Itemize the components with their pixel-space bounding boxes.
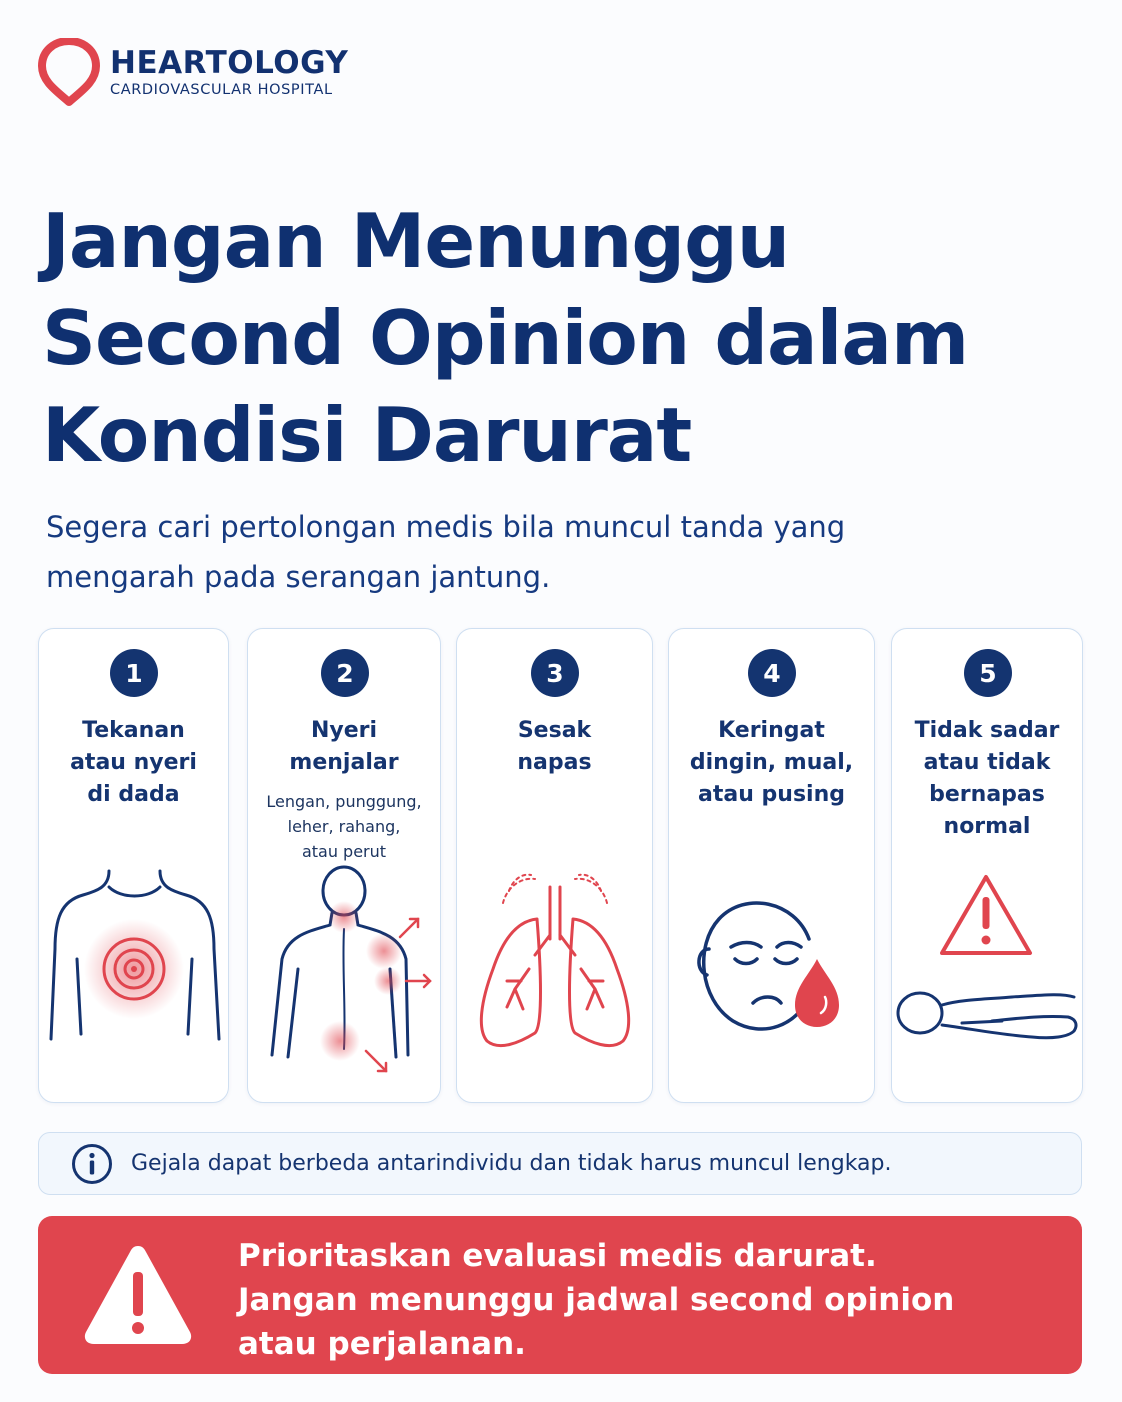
- radiating-pain-icon: [248, 629, 442, 1104]
- lungs-icon: [457, 629, 654, 1104]
- step-number: 5: [964, 649, 1012, 697]
- unconscious-person-icon: [892, 629, 1084, 1104]
- card-title: Sesak napas: [517, 718, 592, 775]
- info-icon: [71, 1143, 113, 1185]
- card-title: Nyeri menjalar: [289, 718, 399, 775]
- chest-pain-icon: [39, 629, 230, 1104]
- symptom-card-3: [456, 628, 653, 1103]
- page-subtitle: Segera cari pertolongan medis bila muncul tanda yang mengarah pada serangan jantung.: [46, 510, 846, 594]
- sweating-face-icon: [669, 629, 876, 1104]
- step-number: 3: [531, 649, 579, 697]
- page-title: Jangan Menunggu Second Opinion dalam Kondisi Darurat: [42, 197, 969, 479]
- alert-text: Prioritaskan evaluasi medis darurat. Jangan menunggu jadwal second opinion atau perjalanan.: [238, 1238, 955, 1362]
- brand-name: HEARTOLOGY: [110, 45, 349, 81]
- brand-tagline: CARDIOVASCULAR HOSPITAL: [110, 82, 333, 98]
- info-banner: [38, 1132, 1082, 1195]
- symptom-card-5: [891, 628, 1083, 1103]
- step-number: 4: [748, 649, 796, 697]
- card-title: Keringat dingin, mual, atau pusing: [689, 718, 854, 807]
- card-title: Tidak sadar atau tidak bernapas normal: [914, 718, 1060, 839]
- symptom-card-1: [38, 628, 229, 1103]
- heart-pin-logo-icon: [38, 38, 100, 106]
- brand-logo: [38, 38, 348, 106]
- warning-icon: [80, 1238, 196, 1350]
- card-title: Tekanan atau nyeri di dada: [70, 718, 197, 807]
- step-number: 1: [110, 649, 158, 697]
- symptom-card-2: [247, 628, 441, 1103]
- info-text: Gejala dapat berbeda antarindividu dan tidak harus muncul lengkap.: [131, 1151, 892, 1176]
- symptom-card-4: [668, 628, 875, 1103]
- emergency-alert: [38, 1216, 1082, 1374]
- card-note: Lengan, punggung, leher, rahang, atau perut: [266, 792, 422, 861]
- step-number: 2: [321, 649, 369, 697]
